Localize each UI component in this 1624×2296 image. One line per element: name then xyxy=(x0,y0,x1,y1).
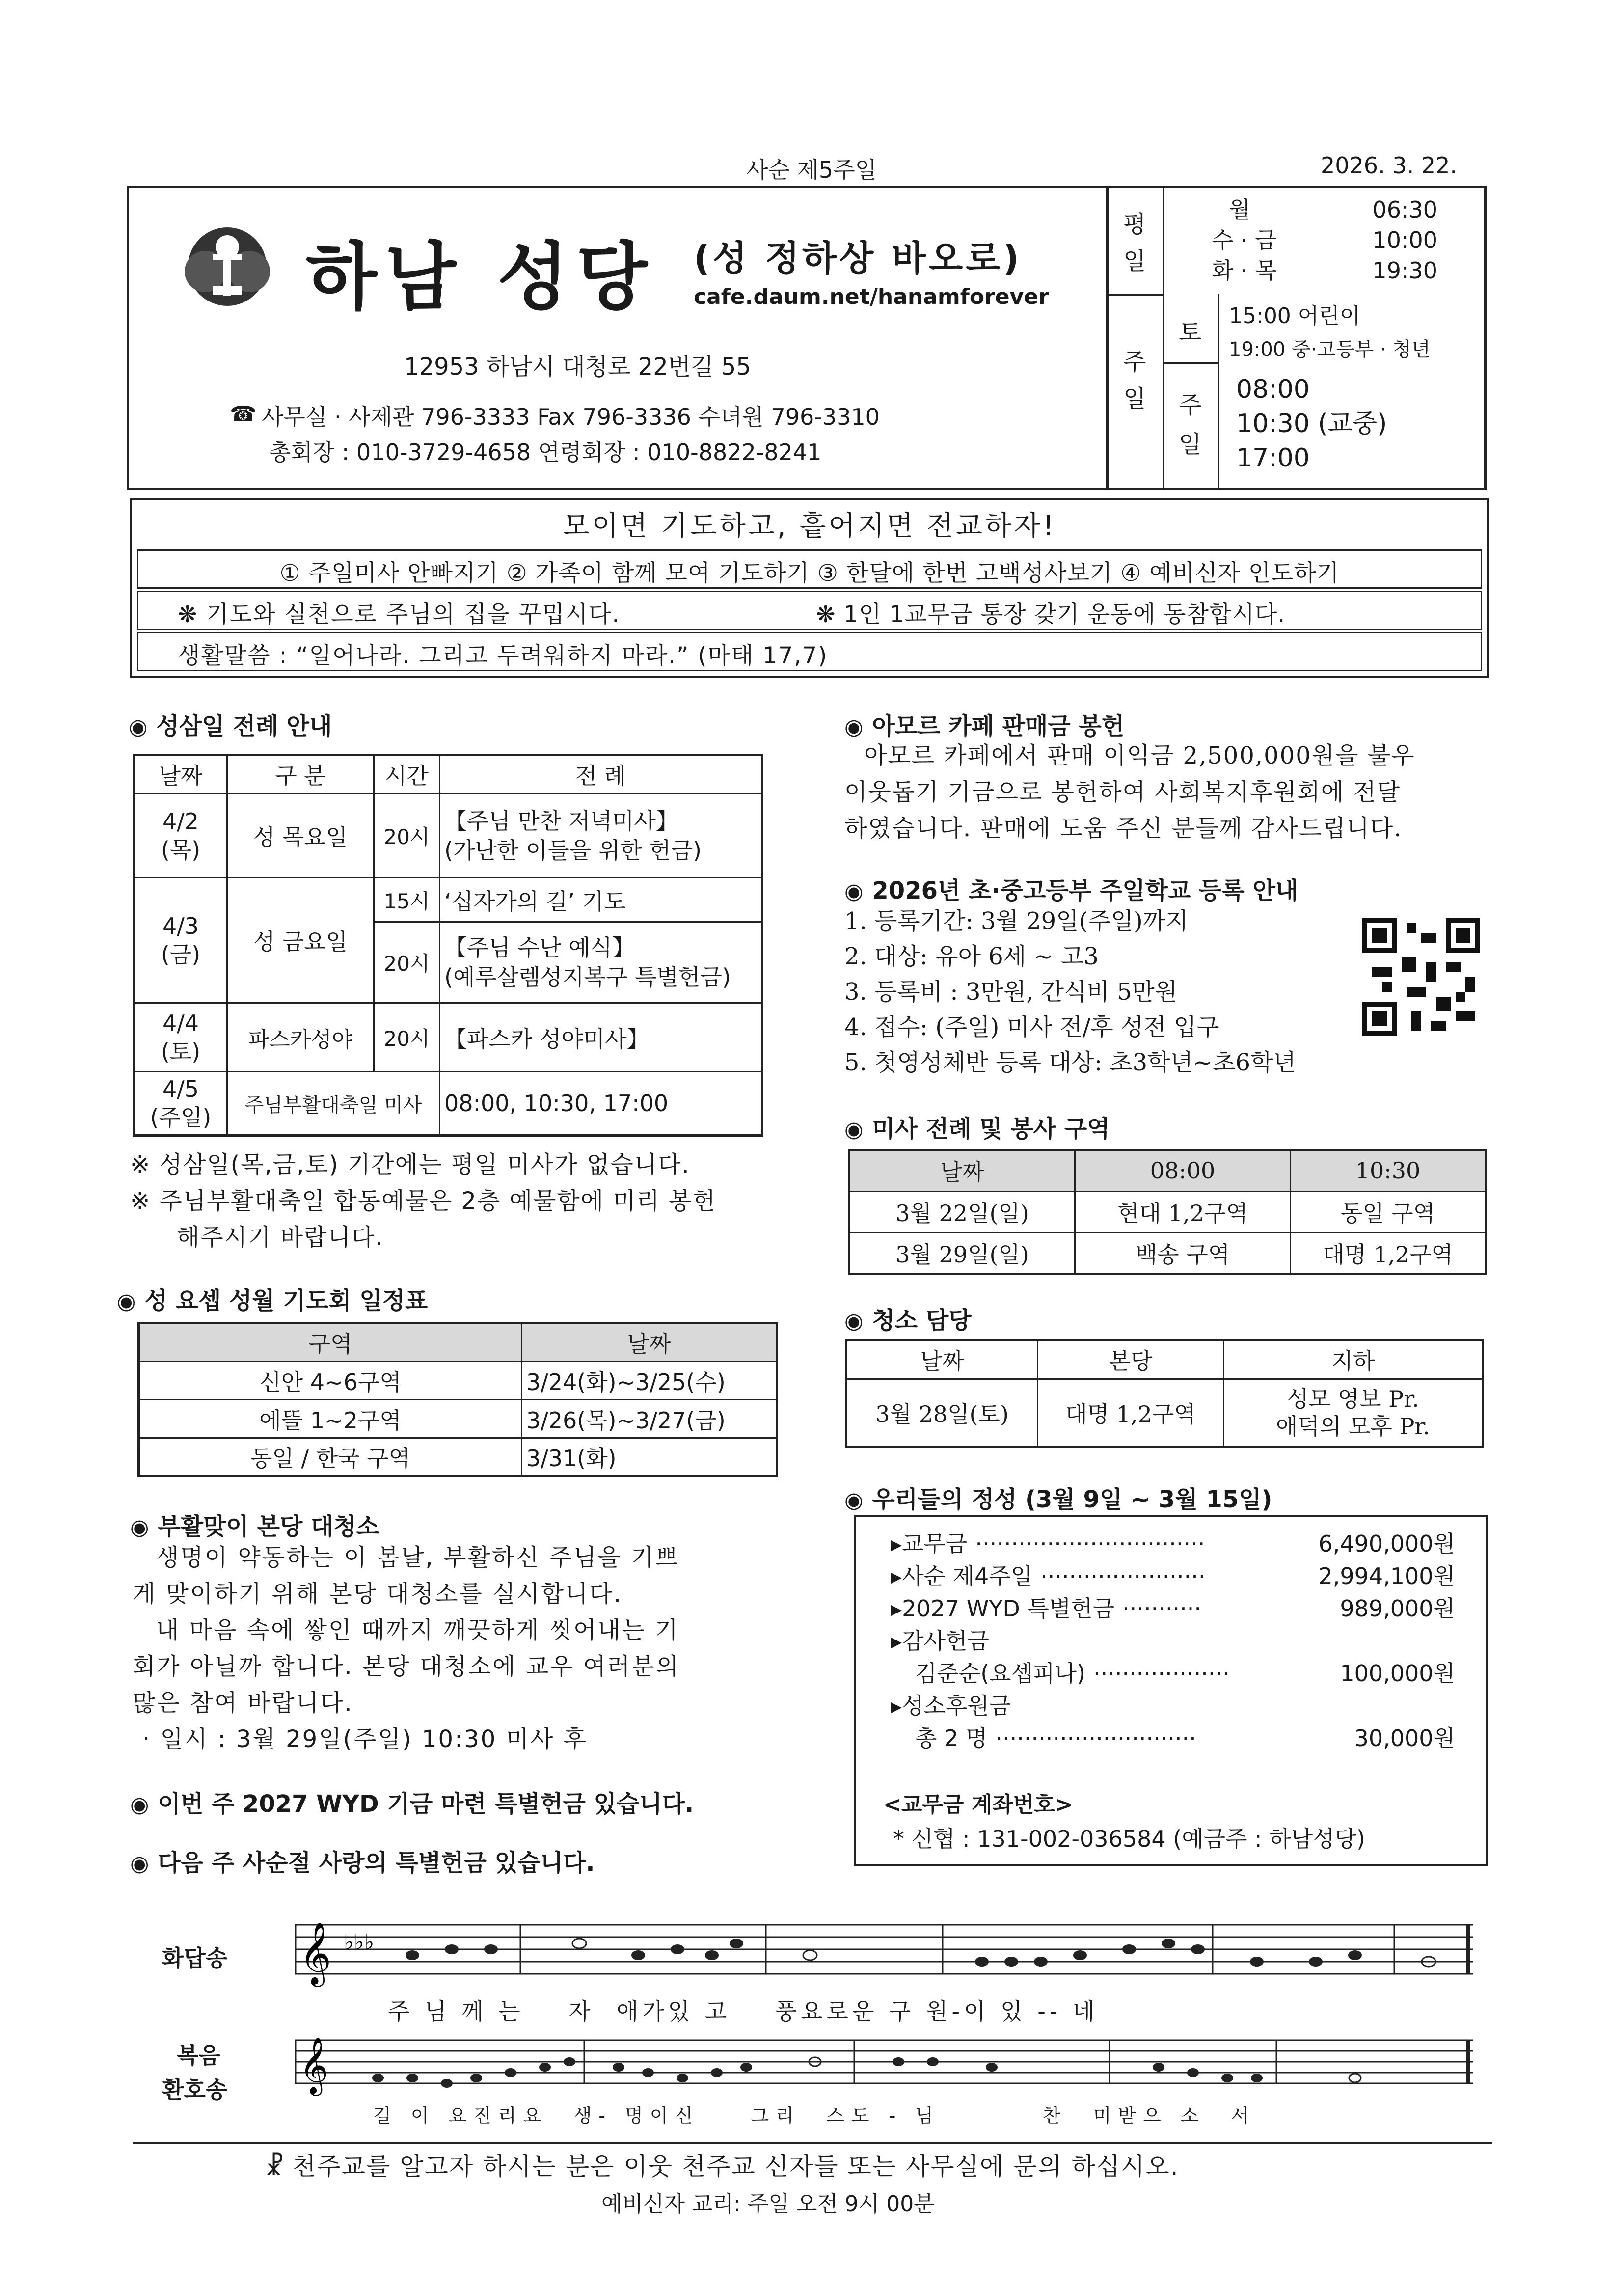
sat-time: 19:00 중·고등부 · 청년 xyxy=(1229,338,1431,361)
cleaning-title: ◉ 부활맞이 본당 대청소 xyxy=(130,1513,379,1540)
song2-label-1: 복음 xyxy=(177,2042,220,2069)
mass-schedule xyxy=(1106,186,1491,490)
footer-line-2: 예비신자 교리: 주일 오전 9시 00분 xyxy=(601,2191,935,2216)
sat-label: 토 xyxy=(1179,319,1202,346)
table-cell: 3/31(화) xyxy=(522,1438,777,1476)
table-cell-liturgy xyxy=(440,793,762,878)
offering-amount: 6,490,000원 xyxy=(1318,1531,1455,1557)
offering-amount: 989,000원 xyxy=(1340,1595,1455,1622)
footer-line: ☧ 천주교를 알고자 하시는 분은 이웃 천주교 신자들 또는 사무실에 문의 하십시오. xyxy=(265,2152,1179,2181)
body-line: 많은 참여 바랍니다. xyxy=(133,1689,353,1717)
notice-wyd: ◉ 이번 주 2027 WYD 기금 마련 특별헌금 있습니다. xyxy=(130,1790,694,1818)
triduum-table xyxy=(133,754,763,1137)
section-bullet-icon: ◉ xyxy=(844,1117,864,1142)
triduum-notes xyxy=(130,1147,716,1256)
section-bullet-icon: ◉ xyxy=(117,1289,136,1314)
body-line: 회가 아닐까 합니다. 본당 대청소에 교우 여러분의 xyxy=(133,1653,680,1680)
clean-duty-table xyxy=(845,1339,1484,1448)
sun-label-2: 일 xyxy=(1179,431,1202,458)
phone-icon: ☎ xyxy=(230,402,257,427)
sun-label-1: 주 xyxy=(1179,391,1202,419)
table-header: 구역 xyxy=(139,1323,522,1362)
section-bullet-icon: ◉ xyxy=(130,1851,149,1876)
motto-main: 모이면 기도하고, 흩어지면 전교하자! xyxy=(563,510,1056,542)
sat-time: 15:00 어린이 xyxy=(1229,303,1361,328)
clean-duty-title: ◉ 청소 담당 xyxy=(844,1307,972,1334)
weekday-time: 06:30 xyxy=(1372,196,1437,223)
music-staff-2 xyxy=(295,2030,1473,2099)
issue-date: 2026. 3. 22. xyxy=(1321,152,1457,179)
svg-text:𝄞: 𝄞 xyxy=(299,1921,332,1984)
body-line: · 일시 : 3월 29일(주일) 10:30 미사 후 xyxy=(142,1725,588,1753)
phone-line-2: 총회장 : 010-3729-4658 연령회장 : 010-8822-8241 xyxy=(269,439,822,465)
body-line: 생명이 약동하는 이 봄날, 부활하신 주님을 기쁘 xyxy=(156,1544,679,1571)
table-header: 10:30 xyxy=(1291,1150,1486,1191)
offering-label: 김준순(요셉피나) xyxy=(915,1660,1085,1687)
joseph-title: ◉ 성 요셉 성월 기도회 일정표 xyxy=(117,1287,428,1314)
header-box xyxy=(127,186,1487,490)
song1-label: 화답송 xyxy=(162,1945,228,1971)
offering-label: 총 2 명 xyxy=(915,1725,988,1751)
section-bullet-icon: ◉ xyxy=(130,1792,149,1817)
sun-time: 08:00 xyxy=(1236,375,1310,404)
footer-divider xyxy=(133,2142,1492,2144)
table-cell: 현대 1,2구역 xyxy=(1075,1191,1291,1232)
liturgy-name: 【주님 만찬 저녁미사】 xyxy=(444,807,678,834)
school-title: ◉ 2026년 초·중고등부 주일학교 등록 안내 xyxy=(844,877,1299,904)
leader-dots: ································ xyxy=(975,1531,1205,1557)
qr-code-icon[interactable] xyxy=(1362,918,1480,1036)
section-bullet-icon: ◉ xyxy=(844,714,864,739)
church-logo-icon xyxy=(178,218,276,316)
offering-list xyxy=(891,1528,1455,1754)
offering-amount: 100,000원 xyxy=(1340,1660,1455,1687)
table-cell: 동일 구역 xyxy=(1291,1191,1486,1232)
table-cell-liturgy: 【파스카 성야미사】 xyxy=(440,1003,762,1072)
sun-time: 10:30 (교중) xyxy=(1236,409,1387,438)
account-number: * 신협 : 131-002-036584 (예금주 : 하남성당) xyxy=(893,1826,1365,1852)
table-cell: 3/26(목)~3/27(금) xyxy=(522,1400,777,1438)
table-cell-date: 4/3 (금) xyxy=(134,878,227,1003)
service-table xyxy=(848,1149,1487,1275)
cell-line: 성모 영보 Pr. xyxy=(1287,1385,1419,1412)
liturgy-note: (가난한 이들을 위한 헌금) xyxy=(444,837,702,864)
weekday-label-2: 일 xyxy=(1123,247,1146,275)
weekday-day: 화 · 목 xyxy=(1212,257,1277,284)
offering-amount: 2,994,100원 xyxy=(1318,1563,1455,1589)
offering-label: ▸감사헌금 xyxy=(891,1628,989,1654)
table-cell-liturgy: ‘십자가의 길’ 기도 xyxy=(440,878,762,922)
table-cell-date: 4/2 (목) xyxy=(134,793,227,878)
section-bullet-icon: ◉ xyxy=(844,1488,864,1513)
list-item: 2. 대상: 유아 6세 ~ 고3 xyxy=(844,943,1099,970)
table-cell-date: 4/4 (토) xyxy=(134,1003,227,1072)
table-cell-kind: 성 목요일 xyxy=(227,793,374,878)
note-line: ※ 성삼일(목,금,토) 기간에는 평일 미사가 없습니다. xyxy=(130,1151,690,1178)
table-header: 08:00 xyxy=(1075,1150,1291,1191)
offering-box xyxy=(854,1515,1488,1866)
sunday-label-1: 주 xyxy=(1123,348,1146,376)
section-bullet-icon: ◉ xyxy=(844,879,864,904)
cell-line: 애덕의 모후 Pr. xyxy=(1276,1413,1430,1440)
table-header: 전 례 xyxy=(440,755,762,793)
list-item: 4. 접수: (주일) 미사 전/후 성전 입구 xyxy=(844,1013,1219,1041)
cleaning-body xyxy=(133,1539,790,1757)
weekday-times xyxy=(1177,194,1472,286)
patron-name: (성 정하상 바오로) xyxy=(694,238,1022,279)
table-header: 날짜 xyxy=(849,1150,1075,1191)
body-line: 게 맞이하기 위해 본당 대청소를 실시합니다. xyxy=(133,1580,623,1608)
svg-text:♭♭♭: ♭♭♭ xyxy=(344,1930,375,1955)
table-cell-liturgy: 08:00, 10:30, 17:00 xyxy=(440,1072,762,1136)
section-bullet-icon: ◉ xyxy=(130,1515,149,1540)
body-line: 내 마음 속에 쌓인 때까지 깨끗하게 씻어내는 기 xyxy=(156,1616,679,1644)
cafe-title: ◉ 아모르 카페 판매금 봉헌 xyxy=(844,712,1125,740)
offering-title: ◉ 우리들의 정성 (3월 9일 ~ 3월 15일) xyxy=(844,1486,1272,1513)
phone-line: 사무실 · 사제관 796-3333 Fax 796-3336 수녀원 796-3310 xyxy=(262,404,880,430)
table-cell-time: 15시 xyxy=(374,878,440,922)
liturgy-note: (예루살렘성지복구 특별헌금) xyxy=(444,964,731,990)
song1-lyrics: 주 님 께 는 자 애가있 고 풍요로운 구 원-이 있 -- 네 xyxy=(388,1998,1099,2024)
leader-dots: ··················· xyxy=(1093,1660,1230,1687)
account-title: <교무금 계좌번호> xyxy=(883,1792,1073,1817)
list-item: 5. 첫영성체반 등록 대상: 초3학년~초6학년 xyxy=(844,1049,1296,1076)
weekday-time: 19:30 xyxy=(1372,257,1437,284)
table-cell-liturgy xyxy=(440,922,762,1003)
joseph-table xyxy=(137,1322,778,1477)
school-list xyxy=(844,903,1296,1080)
body-line: 아모르 카페에서 판매 이익금 2,500,000원을 불우 xyxy=(864,742,1415,769)
table-header: 본당 xyxy=(1038,1340,1224,1379)
triduum-title: ◉ 성삼일 전례 안내 xyxy=(129,712,332,740)
table-cell-time: 20시 xyxy=(374,793,440,878)
sunday-label-2: 일 xyxy=(1123,385,1146,412)
sun-times xyxy=(1236,372,1387,475)
offering-amount: 30,000원 xyxy=(1354,1725,1455,1751)
table-cell: 3월 22일(일) xyxy=(849,1191,1075,1232)
weekday-label-1: 평 xyxy=(1123,211,1146,238)
table-cell: 신안 4~6구역 xyxy=(139,1362,522,1400)
list-item: 1. 등록기간: 3월 29일(주일)까지 xyxy=(844,907,1189,935)
leader-dots: ···························· xyxy=(995,1725,1196,1751)
note-line: 해주시기 바랍니다. xyxy=(177,1224,384,1251)
table-cell: 동일 / 한국 구역 xyxy=(139,1438,522,1476)
motto-right: ❋ 1인 1교무금 통장 갖기 운동에 동참합시다. xyxy=(816,601,1286,628)
table-cell xyxy=(1224,1379,1483,1447)
leader-dots: ······················· xyxy=(1040,1563,1206,1589)
table-cell-kind: 주님부활대축일 미사 xyxy=(227,1072,440,1136)
list-item: 3. 등록비 : 3만원, 간식비 5만원 xyxy=(844,978,1178,1006)
table-cell: 대명 1,2구역 xyxy=(1038,1379,1224,1447)
music-section xyxy=(147,1895,1488,2136)
liturgy-name: 【주님 수난 예식】 xyxy=(444,934,635,961)
week-label: 사순 제5주일 xyxy=(746,157,877,183)
leader-dots: ··········· xyxy=(1122,1595,1201,1622)
service-title: ◉ 미사 전례 및 봉사 구역 xyxy=(844,1115,1110,1143)
cafe-body xyxy=(844,738,1502,847)
sun-time: 17:00 xyxy=(1236,443,1310,473)
note-line: ※ 주님부활대축일 합동예물은 2층 예물함에 미리 봉헌 xyxy=(130,1187,717,1215)
table-cell: 3/24(화)~3/25(수) xyxy=(522,1362,777,1400)
table-cell-time: 20시 xyxy=(374,922,440,1003)
body-line: 이웃돕기 기금으로 봉헌하여 사회복지후원회에 전달 xyxy=(844,778,1401,806)
table-cell: 3월 28일(토) xyxy=(846,1379,1038,1447)
offering-label: ▸사순 제4주일 xyxy=(891,1563,1033,1589)
weekday-time: 10:00 xyxy=(1372,227,1437,253)
motto-left: ❋ 기도와 실천으로 주님의 집을 꾸밉시다. xyxy=(178,601,621,628)
song2-lyrics: 길 이 요진리요 생- 명이신 그리 스도 - 님 찬 미받으 소 서 xyxy=(373,2105,1256,2127)
music-staff-1 xyxy=(295,1915,1473,1989)
offering-label: ▸교무금 xyxy=(891,1531,968,1557)
table-header: 날짜 xyxy=(846,1340,1038,1379)
svg-text:𝄞: 𝄞 xyxy=(299,2036,329,2094)
table-cell-date: 4/5 (주일) xyxy=(134,1072,227,1136)
section-bullet-icon: ◉ xyxy=(129,714,148,739)
life-word: 생활말씀 : “일어나라. 그리고 두려워하지 마라.” (마태 17,7) xyxy=(178,642,828,669)
table-cell-time: 20시 xyxy=(374,1003,440,1072)
body-line: 하였습니다. 판매에 도움 주신 분들께 감사드립니다. xyxy=(844,815,1403,842)
table-header: 구 분 xyxy=(227,755,374,793)
table-cell: 백송 구역 xyxy=(1075,1232,1291,1274)
table-cell: 에뜰 1~2구역 xyxy=(139,1400,522,1438)
weekday-day: 수 · 금 xyxy=(1212,227,1277,253)
offering-label: ▸성소후원금 xyxy=(891,1693,1011,1719)
notice-lent: ◉ 다음 주 사순절 사랑의 특별헌금 있습니다. xyxy=(130,1849,595,1877)
address: 12953 하남시 대청로 22번길 55 xyxy=(404,353,751,381)
table-header: 시간 xyxy=(374,755,440,793)
sat-times xyxy=(1229,300,1431,366)
weekday-day: 월 xyxy=(1229,196,1251,223)
table-header: 날짜 xyxy=(134,755,227,793)
chi-rho-icon: ☧ xyxy=(265,2152,286,2181)
table-header: 지하 xyxy=(1224,1340,1483,1379)
table-cell-kind: 파스카성야 xyxy=(227,1003,374,1072)
table-cell: 대명 1,2구역 xyxy=(1291,1232,1486,1274)
cafe-url[interactable]: cafe.daum.net/hanamforever xyxy=(694,284,1049,309)
motto-items: ① 주일미사 안빠지기 ② 가족이 함께 모여 기도하기 ③ 한달에 한번 고백성사보기 ④ 예비신자 인도하기 xyxy=(279,560,1340,587)
section-bullet-icon: ◉ xyxy=(844,1309,864,1334)
table-header: 날짜 xyxy=(522,1323,777,1362)
motto-box xyxy=(130,498,1489,678)
table-cell: 3월 29일(일) xyxy=(849,1232,1075,1274)
church-name: 하남 성당 xyxy=(306,235,655,320)
song2-label-2: 환호송 xyxy=(162,2077,228,2103)
table-cell-kind: 성 금요일 xyxy=(227,878,374,1003)
offering-label: ▸2027 WYD 특별헌금 xyxy=(891,1595,1115,1622)
